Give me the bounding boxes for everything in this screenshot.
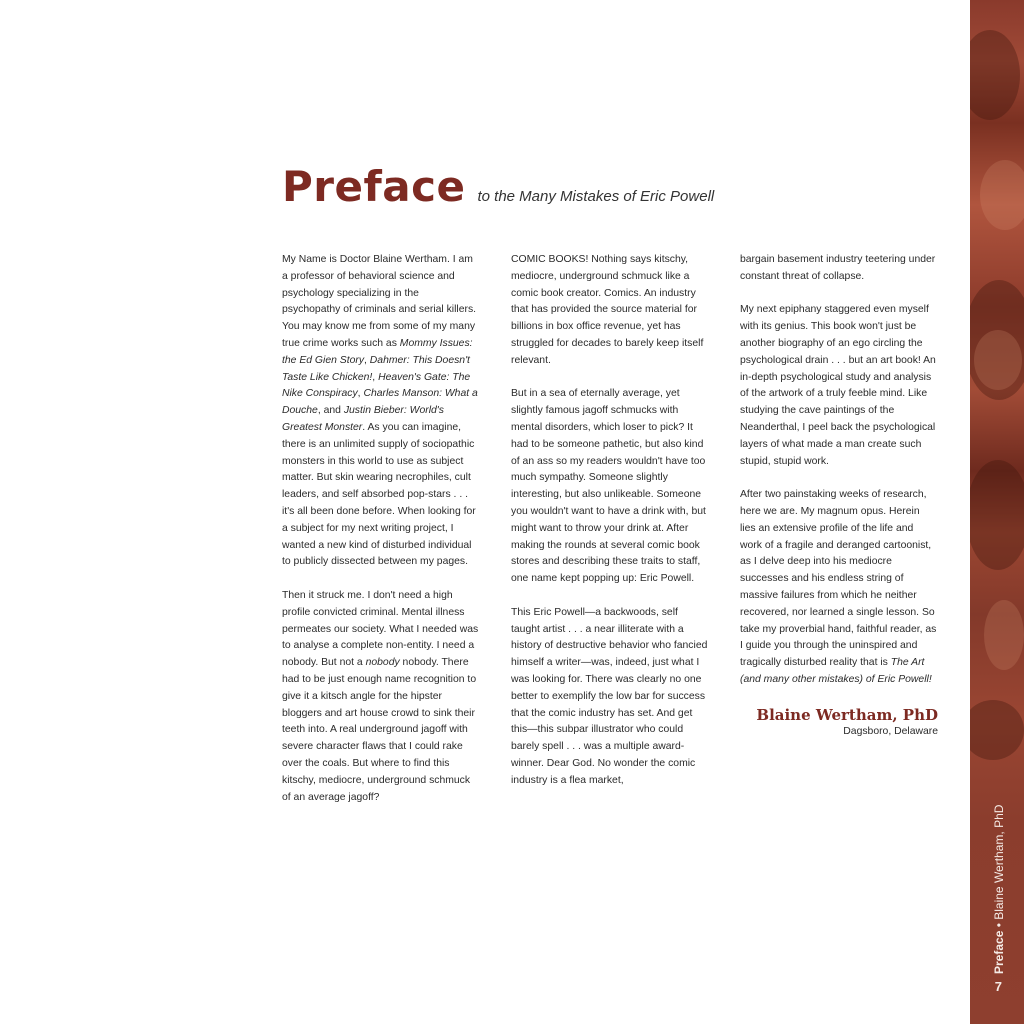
paragraph: This Eric Powell—a backwoods, self taught artist . . . a near illiterate with a history of destructive behavior who fancied himself a writer—was, indeed, just what I was looking for. There was clearly no one better to exemplify the low bar for success that the comic industry has set. And get this—this subpar illustrator who could barely spell . . . was a multiple award-winner. Dear God. No wonder the comic industry is a flea market, (511, 606, 708, 786)
strip-highlight (974, 330, 1022, 390)
signature-name: Blaine Wertham, PhD (756, 705, 938, 724)
text-run: My Name is Doctor Blaine Wertham. I am a professor of behavioral science and psychology specializing in the psychopathy of criminals and serial killers. You may know me from some of my many true crime works such as (282, 254, 477, 349)
text-run: , and (317, 405, 344, 417)
italic-title: Heaven's Gate: The Nike Conspiracy (282, 371, 471, 400)
italic-title: nobody (365, 657, 400, 669)
text-column-3 (740, 252, 938, 740)
paragraph: My next epiphany staggered even myself with its genius. This book won't just be another biography of an ego circling the psychological drain . . . but an art book! An in-depth psychological study and analysis of the artwork of a truly feeble mind. Like studying the cave paintings of the Neanderthal, I peel back the psychological layers of what made a man create such stupid, stupid work. (740, 304, 936, 467)
title-subtitle: to the Many Mistakes of Eric Powell (477, 188, 715, 205)
text-run: nobody. There had to be just enough name recognition to give it a kitsch angle for the hipster bloggers and art house crowd to sink their teeth into. A real underground jagoff with severe character flaws that I could rake over the coals. But where to find this kitschy, mediocre, underground schmuck of an average jagoff? (282, 657, 477, 803)
text-run: . As you can imagine, there is an unlimited supply of sociopathic monsters in this world to use as subject matter. But skin wearing necrophiles, cult leaders, and self absorbed pop-stars . . . it's all been done before. When looking for a subject for my next writing project, I wanted a new kind of disturbed individual to publicly dissected between my pages. (282, 421, 476, 568)
strip-shade (970, 460, 1024, 570)
text-column-1 (282, 252, 480, 823)
text-run: , (372, 371, 379, 383)
text-run: Then it struck me. I don't need a high profile convicted criminal. Mental illness permeates our society. What I needed was to analyse a complete non-entity. I need a nobody. But not a (282, 589, 479, 669)
italic-title: Justin Bieber: World's Greatest Monster (282, 405, 444, 433)
page-title (282, 162, 714, 211)
footer-author: Blaine Wertham, PhD (992, 804, 1006, 920)
title-main: Preface (282, 162, 466, 211)
page-number: 7 (994, 979, 1002, 994)
paragraph (282, 588, 480, 806)
paragraph (740, 487, 938, 689)
paragraph: But in a sea of eternally average, yet slightly famous jagoff schmucks with mental disorders, which loser to pick? It had to be someone pathetic, but also kind of an ass so my readers wouldn't have too much sympathy. Someone slightly interesting, but also unlikeable. Someone you wouldn't want to have a drink with, but might want to throw your drink at. After making the rounds at several comic book stores and describing these traits to staff, one name kept popping up: Eric Powell. (511, 388, 706, 585)
italic-title: Charles Manson: What a Douche (282, 388, 478, 417)
footer-separator: • (992, 919, 1006, 931)
strip-highlight (980, 160, 1024, 230)
signature-place: Dagsboro, Delaware (843, 725, 938, 737)
paragraph: bargain basement industry teetering under constant threat of collapse. (740, 254, 936, 282)
italic-title: The Art (and many other mistakes) of Eric Powell! (740, 657, 932, 685)
italic-title: Dahmer: This Doesn't Taste Like Chicken! (282, 354, 470, 383)
strip-shade (970, 700, 1024, 760)
decorative-side-strip (970, 0, 1024, 1024)
running-footer (990, 774, 1010, 974)
strip-highlight (984, 600, 1024, 670)
paragraph (282, 252, 480, 571)
footer-section: Preface (992, 930, 1006, 974)
text-run: , (364, 354, 370, 366)
text-column-2 (511, 252, 709, 806)
text-run: After two painstaking weeks of research, here we are. My magnum opus. Herein lies an extensive profile of the life and work of a fragile and deranged cartoonist, as I delve deep into his mediocre successes and his endless string of massive failures from which he neither recovered, nor learned a single lesson. So take my proverbial hand, faithful reader, as I guide you through the uninspired and tragically disturbed reality that is (740, 489, 937, 669)
text-run: , (357, 388, 364, 400)
paragraph: COMIC BOOKS! Nothing says kitschy, mediocre, underground schmuck like a comic book creator. Comics. An industry that has provided the source material for billions in box office revenue, yet has struggled for decades to barely keep itself relevant. (511, 254, 704, 366)
strip-shade (970, 30, 1020, 120)
italic-title: Mommy Issues: the Ed Gien Story (282, 337, 473, 366)
signature (740, 706, 938, 740)
